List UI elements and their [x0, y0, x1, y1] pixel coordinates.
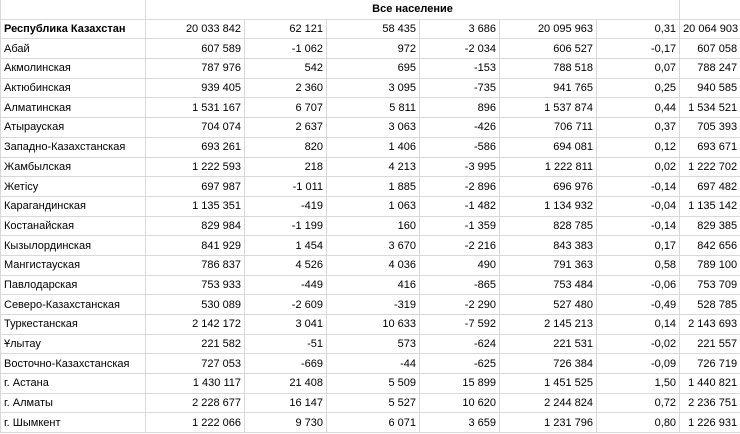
value-cell[interactable]: -669 [245, 354, 327, 374]
value-cell[interactable]: -7 592 [420, 315, 500, 335]
value-cell[interactable]: 2 143 693 [680, 315, 740, 335]
value-cell[interactable]: -586 [420, 137, 500, 157]
value-cell[interactable]: -0,04 [597, 196, 680, 216]
region-name-cell[interactable]: Абай [1, 39, 146, 59]
table-row [1, 19, 740, 39]
table-title-row [1, 0, 740, 19]
value-cell[interactable]: 0,80 [597, 413, 680, 433]
value-cell[interactable]: 1 885 [327, 177, 420, 197]
value-cell[interactable]: 753 709 [680, 275, 740, 295]
value-cell[interactable]: -2 609 [245, 295, 327, 315]
value-cell[interactable]: 896 [420, 98, 500, 118]
value-cell[interactable]: 697 482 [680, 177, 740, 197]
region-name-cell[interactable]: Алматинская [1, 98, 146, 118]
table-row [1, 393, 740, 413]
region-name-cell[interactable]: Туркестанская [1, 315, 146, 335]
value-cell[interactable]: 21 408 [245, 374, 327, 394]
value-cell[interactable]: 542 [245, 59, 327, 79]
value-cell[interactable]: 528 785 [680, 295, 740, 315]
value-cell[interactable]: -0,06 [597, 275, 680, 295]
region-name-cell[interactable]: Жамбылская [1, 157, 146, 177]
value-cell[interactable]: 705 393 [680, 118, 740, 138]
value-cell[interactable]: -1 062 [245, 39, 327, 59]
table-body [1, 0, 740, 433]
value-cell[interactable]: 160 [327, 216, 420, 236]
value-cell[interactable]: 416 [327, 275, 420, 295]
table-row [1, 59, 740, 79]
value-cell[interactable]: 16 147 [245, 393, 327, 413]
value-cell[interactable]: -1 011 [245, 177, 327, 197]
value-cell[interactable]: 0,14 [597, 315, 680, 335]
value-cell[interactable]: 62 121 [245, 19, 327, 39]
value-cell[interactable]: 1 135 142 [680, 196, 740, 216]
value-cell[interactable]: 1 134 932 [500, 196, 597, 216]
table-row [1, 78, 740, 98]
value-cell[interactable]: -419 [245, 196, 327, 216]
table-row [1, 39, 740, 59]
value-cell[interactable]: -1 199 [245, 216, 327, 236]
value-cell[interactable]: 829 984 [146, 216, 245, 236]
table-row [1, 236, 740, 256]
value-cell[interactable]: 1 430 117 [146, 374, 245, 394]
value-cell[interactable]: 606 527 [500, 39, 597, 59]
region-name-cell[interactable]: Карагандинская [1, 196, 146, 216]
value-cell[interactable]: 6 707 [245, 98, 327, 118]
table-row [1, 275, 740, 295]
region-name-cell[interactable]: Костанайская [1, 216, 146, 236]
value-cell[interactable]: -624 [420, 334, 500, 354]
value-cell[interactable]: -2 216 [420, 236, 500, 256]
value-cell[interactable]: -0,09 [597, 354, 680, 374]
value-cell[interactable]: 5 811 [327, 98, 420, 118]
value-cell[interactable]: 573 [327, 334, 420, 354]
value-cell[interactable]: 727 053 [146, 354, 245, 374]
value-cell[interactable]: 2 145 213 [500, 315, 597, 335]
value-cell[interactable]: 1 135 351 [146, 196, 245, 216]
value-cell[interactable]: -3 995 [420, 157, 500, 177]
value-cell[interactable]: 843 383 [500, 236, 597, 256]
value-cell[interactable]: 5 527 [327, 393, 420, 413]
value-cell[interactable]: 841 929 [146, 236, 245, 256]
value-cell[interactable]: 820 [245, 137, 327, 157]
value-cell[interactable]: 0,58 [597, 255, 680, 275]
value-cell[interactable]: 2 637 [245, 118, 327, 138]
table-row [1, 118, 740, 138]
value-cell[interactable]: 786 837 [146, 255, 245, 275]
value-cell[interactable]: 1,50 [597, 374, 680, 394]
value-cell[interactable]: 3 041 [245, 315, 327, 335]
table-row [1, 216, 740, 236]
value-cell[interactable]: 2 360 [245, 78, 327, 98]
value-cell[interactable]: 695 [327, 59, 420, 79]
value-cell[interactable]: -865 [420, 275, 500, 295]
value-cell[interactable]: 1 440 821 [680, 374, 740, 394]
value-cell[interactable]: 0,37 [597, 118, 680, 138]
value-cell[interactable]: 10 633 [327, 315, 420, 335]
value-cell[interactable]: 789 100 [680, 255, 740, 275]
value-cell[interactable]: 0,44 [597, 98, 680, 118]
value-cell[interactable]: -1 359 [420, 216, 500, 236]
value-cell[interactable]: 490 [420, 255, 500, 275]
value-cell[interactable]: 941 765 [500, 78, 597, 98]
value-cell[interactable]: 0,72 [597, 393, 680, 413]
region-name-cell[interactable]: Атырауская [1, 118, 146, 138]
value-cell[interactable]: 726 384 [500, 354, 597, 374]
value-cell[interactable]: -0,17 [597, 39, 680, 59]
value-cell[interactable]: 530 089 [146, 295, 245, 315]
table-row [1, 315, 740, 335]
value-cell[interactable]: -0,14 [597, 177, 680, 197]
value-cell[interactable]: 788 247 [680, 59, 740, 79]
value-cell[interactable]: 1 451 525 [500, 374, 597, 394]
value-cell[interactable]: 940 585 [680, 78, 740, 98]
table-row [1, 98, 740, 118]
value-cell[interactable]: 3 659 [420, 413, 500, 433]
value-cell[interactable]: 704 074 [146, 118, 245, 138]
table-row [1, 177, 740, 197]
region-name-cell[interactable]: Северо-Казахстанская [1, 295, 146, 315]
value-cell[interactable]: 607 058 [680, 39, 740, 59]
value-cell[interactable]: 6 071 [327, 413, 420, 433]
value-cell[interactable]: 3 063 [327, 118, 420, 138]
value-cell[interactable]: 972 [327, 39, 420, 59]
value-cell[interactable]: 791 363 [500, 255, 597, 275]
value-cell[interactable]: 706 711 [500, 118, 597, 138]
value-cell[interactable]: -625 [420, 354, 500, 374]
table-row [1, 157, 740, 177]
value-cell[interactable]: 4 526 [245, 255, 327, 275]
value-cell[interactable]: 5 509 [327, 374, 420, 394]
region-name-cell[interactable]: Актюбинская [1, 78, 146, 98]
value-cell[interactable]: -735 [420, 78, 500, 98]
value-cell[interactable]: 3 095 [327, 78, 420, 98]
value-cell[interactable]: 4 213 [327, 157, 420, 177]
value-cell[interactable]: 0,12 [597, 137, 680, 157]
title-spacer-cell[interactable] [1, 0, 146, 19]
value-cell[interactable]: 1 537 874 [500, 98, 597, 118]
value-cell[interactable]: 221 531 [500, 334, 597, 354]
region-name-cell[interactable]: Жетісу [1, 177, 146, 197]
region-name-cell[interactable]: Западно-Казахстанская [1, 137, 146, 157]
region-name-cell[interactable]: г. Астана [1, 374, 146, 394]
region-name-cell[interactable]: г. Алматы [1, 393, 146, 413]
value-cell[interactable]: 1 222 702 [680, 157, 740, 177]
value-cell[interactable]: 20 095 963 [500, 19, 597, 39]
value-cell[interactable]: 20 064 903 [680, 19, 740, 39]
value-cell[interactable]: 1 531 167 [146, 98, 245, 118]
value-cell[interactable]: -2 034 [420, 39, 500, 59]
region-name-cell[interactable]: Кызылординская [1, 236, 146, 256]
value-cell[interactable]: -319 [327, 295, 420, 315]
region-name-cell[interactable]: Республика Казахстан [1, 19, 146, 39]
table-row [1, 295, 740, 315]
value-cell[interactable]: 1 534 521 [680, 98, 740, 118]
value-cell[interactable]: 1 222 593 [146, 157, 245, 177]
value-cell[interactable]: 527 480 [500, 295, 597, 315]
value-cell[interactable]: -449 [245, 275, 327, 295]
value-cell[interactable]: 4 036 [327, 255, 420, 275]
table-row [1, 334, 740, 354]
value-cell[interactable]: 1 222 811 [500, 157, 597, 177]
table-title[interactable]: Все население [146, 0, 680, 19]
region-name-cell[interactable]: г. Шымкент [1, 413, 146, 433]
value-cell[interactable]: 1 226 931 [680, 413, 740, 433]
region-name-cell[interactable]: Ұлытау [1, 334, 146, 354]
value-cell[interactable]: 2 142 172 [146, 315, 245, 335]
value-cell[interactable]: -0,49 [597, 295, 680, 315]
region-name-cell[interactable]: Акмолинская [1, 59, 146, 79]
value-cell[interactable]: 0,25 [597, 78, 680, 98]
value-cell[interactable]: -1 482 [420, 196, 500, 216]
value-cell[interactable]: 693 261 [146, 137, 245, 157]
value-cell[interactable]: 697 987 [146, 177, 245, 197]
value-cell[interactable]: 693 671 [680, 137, 740, 157]
region-name-cell[interactable]: Павлодарская [1, 275, 146, 295]
value-cell[interactable]: 1 063 [327, 196, 420, 216]
value-cell[interactable]: 2 236 751 [680, 393, 740, 413]
table-row [1, 413, 740, 433]
value-cell[interactable]: 753 484 [500, 275, 597, 295]
region-name-cell[interactable]: Мангистауская [1, 255, 146, 275]
table-row [1, 137, 740, 157]
value-cell[interactable]: 3 670 [327, 236, 420, 256]
value-cell[interactable]: 10 620 [420, 393, 500, 413]
value-cell[interactable]: -153 [420, 59, 500, 79]
title-spacer-cell[interactable] [680, 0, 740, 19]
value-cell[interactable]: -0,14 [597, 216, 680, 236]
value-cell[interactable]: 1 222 066 [146, 413, 245, 433]
value-cell[interactable]: 0,31 [597, 19, 680, 39]
value-cell[interactable]: -426 [420, 118, 500, 138]
value-cell[interactable]: 1 231 796 [500, 413, 597, 433]
value-cell[interactable]: 0,02 [597, 157, 680, 177]
value-cell[interactable]: 0,17 [597, 236, 680, 256]
table-row [1, 196, 740, 216]
table-row [1, 255, 740, 275]
table-row [1, 354, 740, 374]
value-cell[interactable]: 1 406 [327, 137, 420, 157]
value-cell[interactable]: 20 033 842 [146, 19, 245, 39]
value-cell[interactable]: -51 [245, 334, 327, 354]
value-cell[interactable]: -2 290 [420, 295, 500, 315]
value-cell[interactable]: 2 228 677 [146, 393, 245, 413]
value-cell[interactable]: 9 730 [245, 413, 327, 433]
value-cell[interactable]: -0,02 [597, 334, 680, 354]
value-cell[interactable]: 696 976 [500, 177, 597, 197]
value-cell[interactable]: 58 435 [327, 19, 420, 39]
value-cell[interactable]: 1 454 [245, 236, 327, 256]
value-cell[interactable]: -44 [327, 354, 420, 374]
value-cell[interactable]: 842 656 [680, 236, 740, 256]
value-cell[interactable]: 787 976 [146, 59, 245, 79]
value-cell[interactable]: 694 081 [500, 137, 597, 157]
value-cell[interactable]: 939 405 [146, 78, 245, 98]
value-cell[interactable]: 221 582 [146, 334, 245, 354]
value-cell[interactable]: 788 518 [500, 59, 597, 79]
value-cell[interactable]: 828 785 [500, 216, 597, 236]
value-cell[interactable]: 607 589 [146, 39, 245, 59]
value-cell[interactable]: 15 899 [420, 374, 500, 394]
region-name-cell[interactable]: Восточно-Казахстанская [1, 354, 146, 374]
table-row [1, 374, 740, 394]
value-cell[interactable]: 726 719 [680, 354, 740, 374]
value-cell[interactable]: 829 385 [680, 216, 740, 236]
value-cell[interactable]: 753 933 [146, 275, 245, 295]
value-cell[interactable]: 221 557 [680, 334, 740, 354]
value-cell[interactable]: 0,07 [597, 59, 680, 79]
value-cell[interactable]: -2 896 [420, 177, 500, 197]
value-cell[interactable]: 3 686 [420, 19, 500, 39]
value-cell[interactable]: 2 244 824 [500, 393, 597, 413]
value-cell[interactable]: 218 [245, 157, 327, 177]
